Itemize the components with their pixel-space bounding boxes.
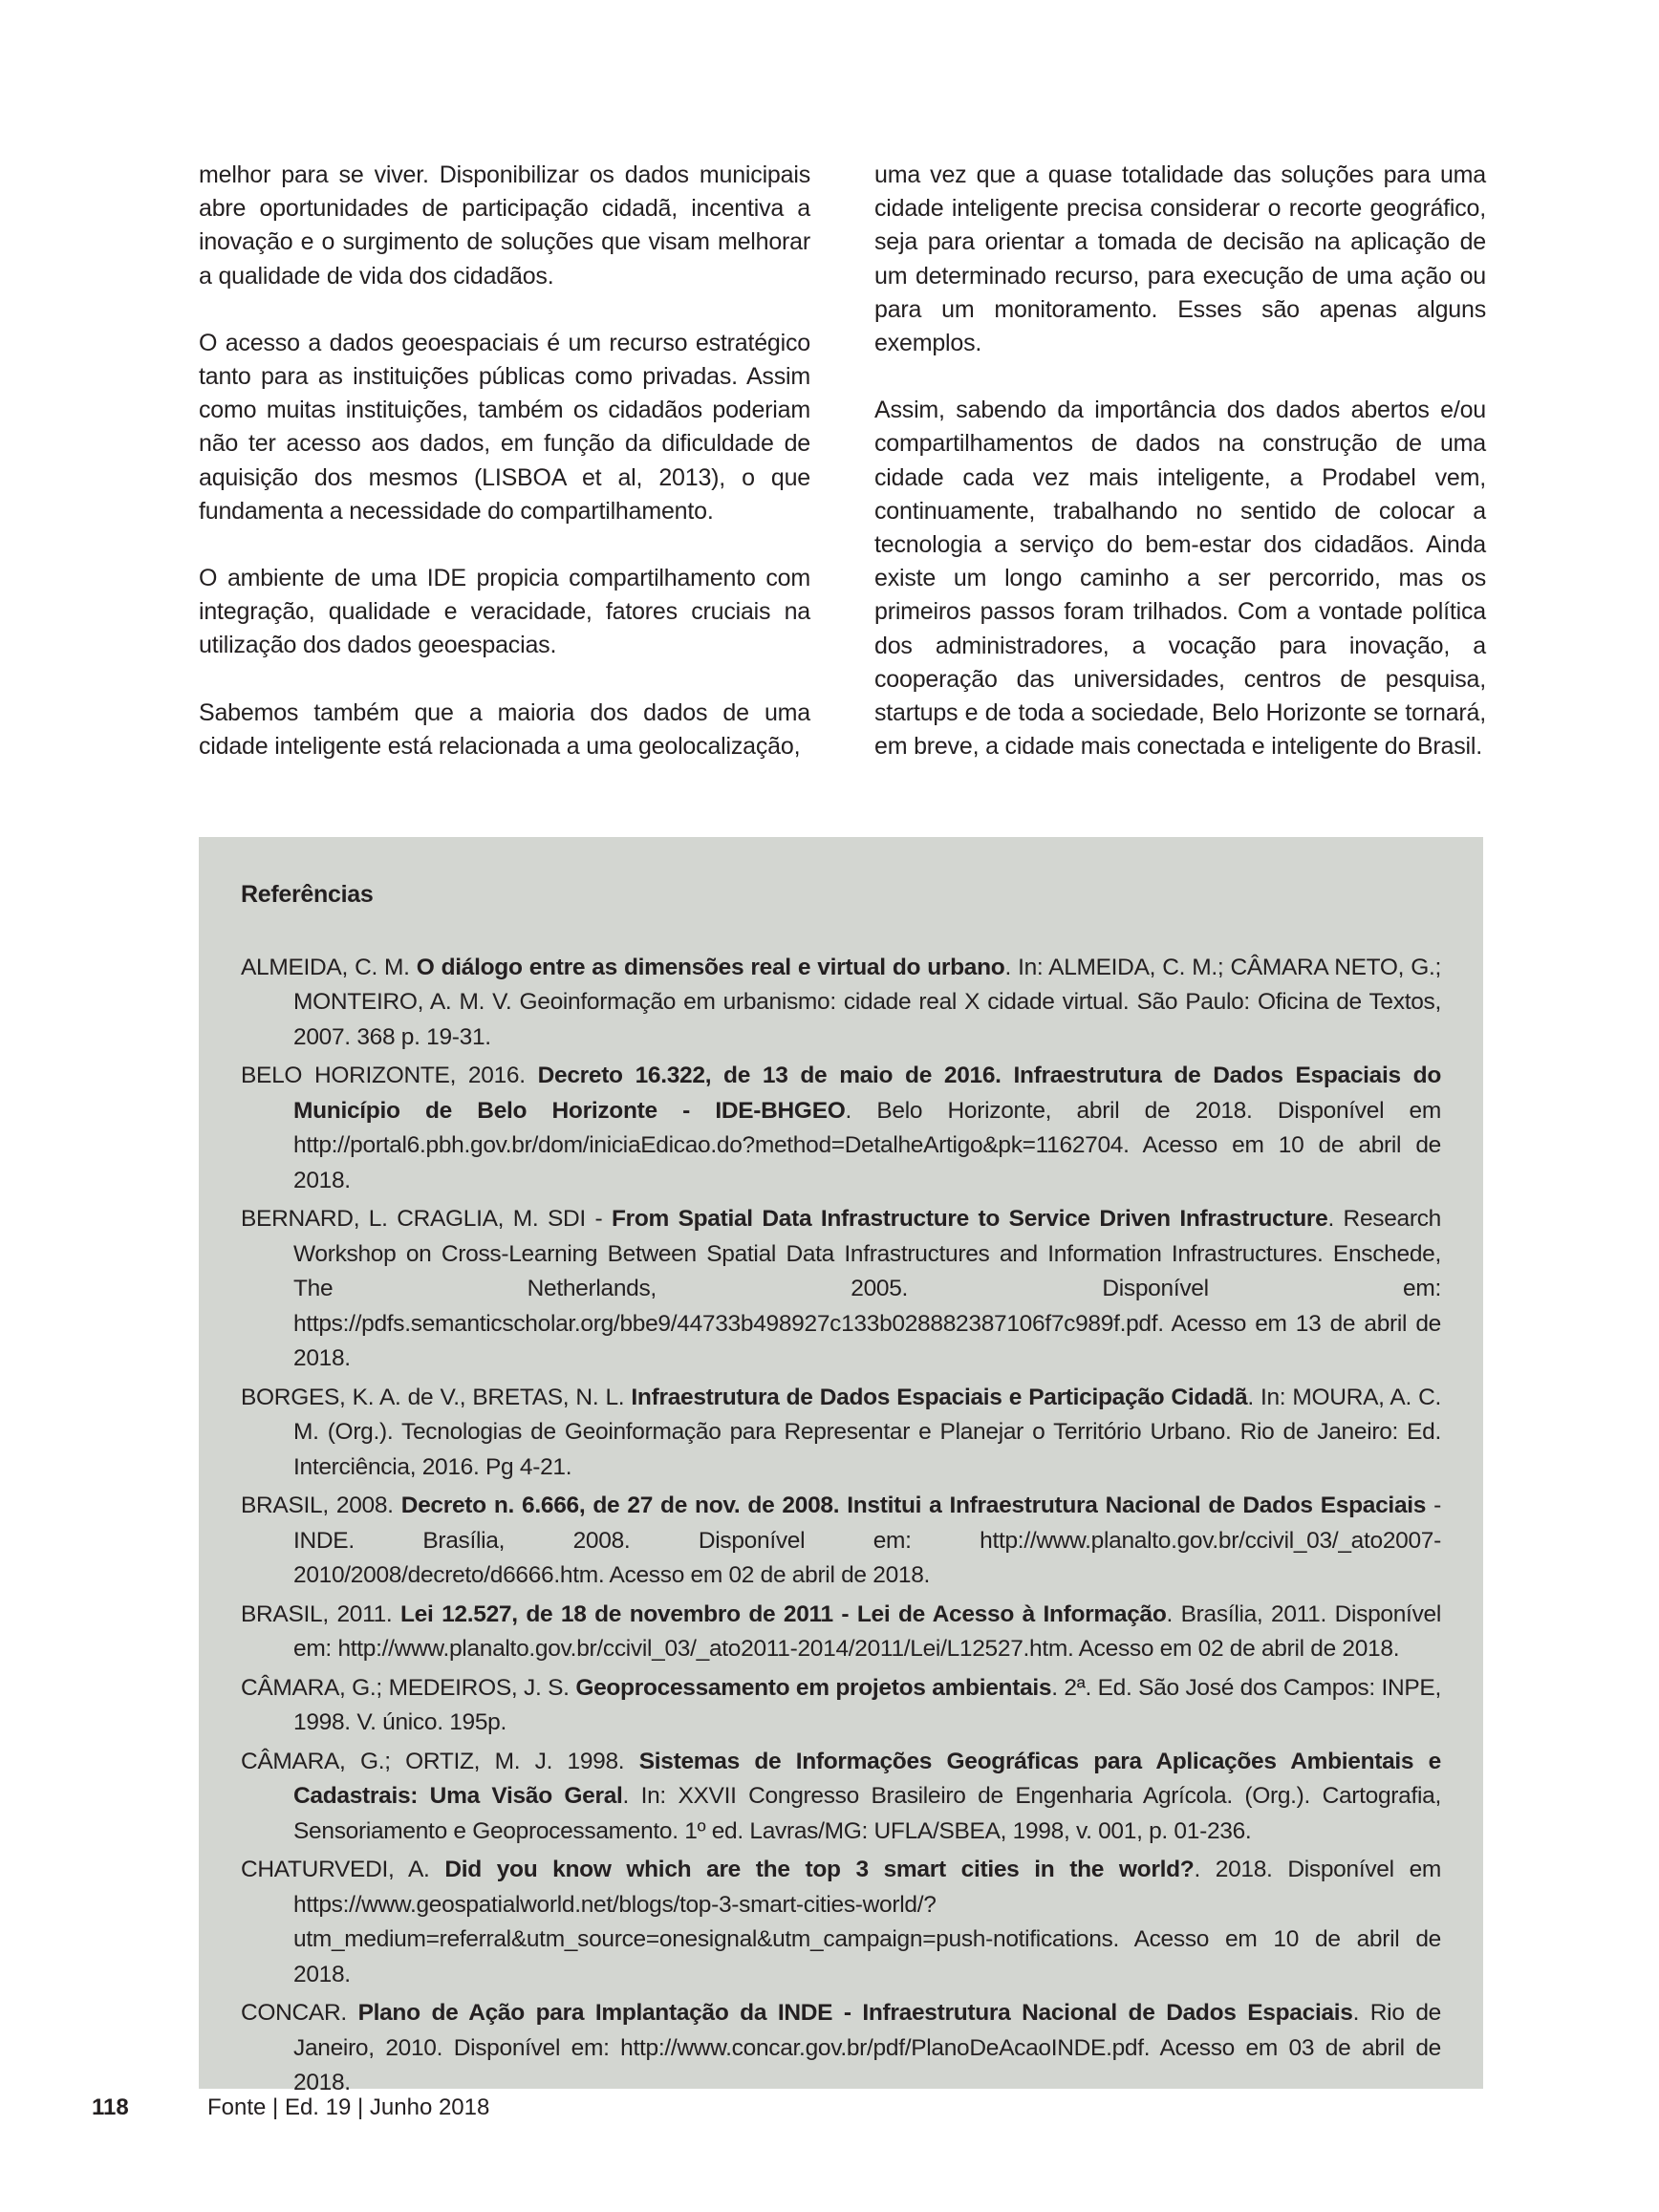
paragraph: melhor para se viver. Disponibilizar os dados municipais abre oportunidades de participação cidadã, incentiva a inovação e o surgimento de soluções que visam melhorar a qualidade de vida dos cidadãos. [199, 161, 810, 290]
reference-work-title: O diálogo entre as dimensões real e virtual do urbano [416, 954, 1005, 980]
reference-work-title: Sistemas de Informações Geográficas para Aplicações Ambientais e Cadastrais: Uma Visão Geral [293, 1748, 1441, 1809]
right-text-column [874, 159, 1486, 797]
reference-author: BRASIL, 2011. [241, 1600, 401, 1627]
reference-author: ALMEIDA, C. M. [241, 954, 417, 980]
reference-work-title: Geoprocessamento em projetos ambientais [575, 1674, 1052, 1701]
reference-work-title: From Spatial Data Infrastructure to Service Driven Infrastructure [611, 1206, 1328, 1232]
reference-item [241, 1745, 1441, 1850]
reference-item [241, 1059, 1441, 1198]
reference-item [241, 1996, 1441, 2101]
reference-item [241, 1381, 1441, 1486]
paragraph: O ambiente de uma IDE propicia compartilhamento com integração, qualidade e veracidade, fatores cruciais na utilização dos dados geoespacias. [199, 565, 810, 659]
references-list [241, 951, 1441, 2101]
reference-item [241, 1202, 1441, 1377]
reference-author: BELO HORIZONTE, 2016. [241, 1063, 538, 1088]
paragraph: Assim, sabendo da importância dos dados abertos e/ou compartilhamentos de dados na construção de uma cidade cada vez mais inteligente, a Prodabel vem, continuamente, trabalhando no sentido de colocar a tecnologia a serviço do bem-estar dos cidadãos. Ainda existe um longo caminho a ser percorrido, mas os primeiros passos foram trilhados. Com a vontade política dos administradores, a vocação para inovação, a cooperação das universidades, centros de pesquisa, startups e de toda a sociedade, Belo Horizonte se tornará, em breve, a cidade mais conectada e inteligente do Brasil. [874, 397, 1486, 761]
reference-details: . In: XXVII Congresso Brasileiro de Engenharia Agrícola. (Org.). Cartografia, Sensoriamento e Geoprocessamento. 1º ed. Lavras/MG: UFLA/SBEA, 1998, v. 001, p. 01-236. [293, 1783, 1441, 1844]
reference-item [241, 1598, 1441, 1667]
paragraph: Sabemos também que a maioria dos dados de uma cidade inteligente está relacionada a uma geolocalização, [199, 698, 810, 760]
page-footer [92, 2089, 665, 2127]
reference-details: . Research Workshop on Cross-Learning Between Spatial Data Infrastructures and Information Infrastructures. Enschede, The Netherlands, 2005. Disponível em: https://pdfs.semanticscholar.org/bbe9/44733b498927c133b028882387106f7c989f.pdf. Acesso em 13 de abril de 2018. [293, 1206, 1441, 1371]
reference-author: BERNARD, L. CRAGLIA, M. SDI - [241, 1206, 612, 1232]
reference-details: - INDE. Brasília, 2008. Disponível em: http://www.planalto.gov.br/ccivil_03/_ato2007-2010/2008/decreto/d6666.htm. Acesso em 02 de abril de 2018. [293, 1493, 1441, 1588]
reference-work-title: Infraestrutura de Dados Espaciais e Participação Cidadã [631, 1384, 1248, 1410]
reference-details: . In: ALMEIDA, C. M.; CÂMARA NETO, G.; MONTEIRO, A. M. V. Geoinformação em urbanismo: cidade real X cidade virtual. São Paulo: Oficina de Textos, 2007. 368 p. 19-31. [293, 954, 1441, 1050]
reference-details: . 2ª. Ed. São José dos Campos: INPE, 1998. V. único. 195p. [293, 1674, 1441, 1735]
reference-author: CONCAR. [241, 2000, 358, 2026]
reference-author: CÂMARA, G.; MEDEIROS, J. S. [241, 1674, 576, 1701]
paragraph: uma vez que a quase totalidade das soluções para uma cidade inteligente precisa considerar o recorte geográfico, seja para orientar a tomada de decisão na aplicação de um determinado recurso, para execução de uma ação ou para um monitoramento. Esses são apenas alguns exemplos. [874, 161, 1486, 357]
left-text-column [199, 159, 810, 797]
reference-work-title: Plano de Ação para Implantação da INDE - Infraestrutura Nacional de Dados Espaciais [357, 2000, 1353, 2026]
page-number: 118 [92, 2094, 129, 2120]
reference-work-title: Decreto n. 6.666, de 27 de nov. de 2008. Institui a Infraestrutura Nacional de Dados Espaciais [400, 1493, 1427, 1518]
references-box [199, 837, 1483, 2095]
reference-work-title: Did you know which are the top 3 smart cities in the world? [444, 1857, 1195, 1882]
reference-details: . Rio de Janeiro, 2010. Disponível em: http://www.concar.gov.br/pdf/PlanoDeAcaoINDE.pdf. Acesso em 03 de abril de 2018. [293, 2000, 1441, 2095]
reference-details: . Brasília, 2011. Disponível em: http://www.planalto.gov.br/ccivil_03/_ato2011-2014/2011/Lei/L12527.htm. Acesso em 02 de abril de 2018. [293, 1600, 1441, 1662]
reference-author: BRASIL, 2008. [241, 1493, 401, 1518]
reference-details: . In: MOURA, A. C. M. (Org.). Tecnologias de Geoinformação para Representar e Planejar o Território Urbano. Rio de Janeiro: Ed. Interciência, 2016. Pg 4-21. [293, 1384, 1441, 1480]
reference-details: . 2018. Disponível em https://www.geospatialworld.net/blogs/top-3-smart-cities-world/?utm_medium=referral&utm_source=onesignal&utm_campaign=push-notifications. Acesso em 10 de abril de 2018. [293, 1857, 1442, 1987]
references-title: Referências [241, 881, 374, 908]
reference-author: CHATURVEDI, A. [241, 1857, 445, 1882]
reference-work-title: Decreto 16.322, de 13 de maio de 2016. Infraestrutura de Dados Espaciais do Município de Belo Horizonte - IDE-BHGEO [293, 1063, 1442, 1124]
reference-author: CÂMARA, G.; ORTIZ, M. J. 1998. [241, 1748, 639, 1774]
reference-item [241, 1853, 1441, 1992]
reference-details: . Belo Horizonte, abril de 2018. Disponível em http://portal6.pbh.gov.br/dom/iniciaEdicao.do?method=DetalheArtigo&pk=1162704. Acesso em 10 de abril de 2018. [293, 1097, 1441, 1193]
reference-work-title: Lei 12.527, de 18 de novembro de 2011 - Lei de Acesso à Informação [400, 1600, 1167, 1627]
paragraph: O acesso a dados geoespaciais é um recurso estratégico tanto para as instituições públicas como privadas. Assim como muitas instituições, também os cidadãos poderiam não ter acesso aos dados, em função da dificuldade de aquisição dos mesmos (LISBOA et al, 2013), o que fundamenta a necessidade do compartilhamento. [199, 329, 810, 525]
publication-info: Fonte | Ed. 19 | Junho 2018 [207, 2094, 490, 2120]
reference-author: BORGES, K. A. de V., BRETAS, N. L. [241, 1384, 632, 1410]
reference-item [241, 1489, 1441, 1594]
reference-item [241, 1671, 1441, 1741]
reference-item [241, 951, 1441, 1056]
